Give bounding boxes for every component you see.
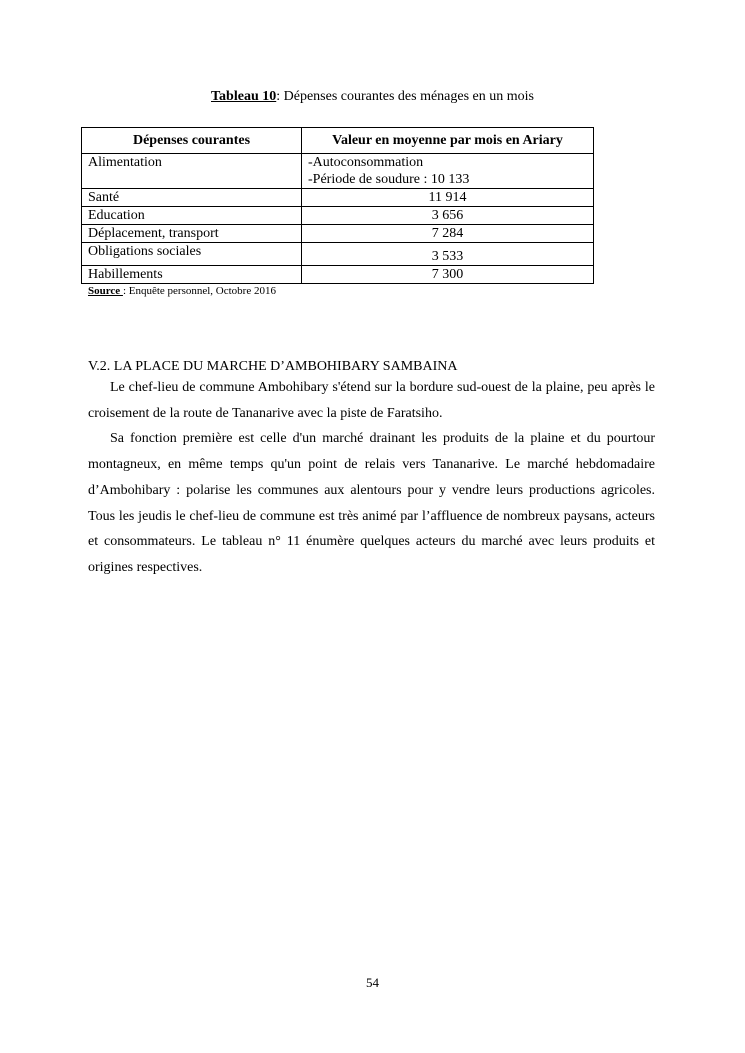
row-value-line: -Période de soudure : 10 133	[308, 172, 470, 187]
table-caption	[0, 89, 745, 105]
table-row	[82, 266, 594, 284]
paragraph: Le chef-lieu de commune Ambohibary s'étend sur la bordure sud-ouest de la plaine, peu après le croisement de la route de Tananarive avec la piste de Faratsiho.	[88, 380, 655, 421]
table-caption-text: : Dépenses courantes des ménages en un mois	[276, 89, 534, 104]
source-text: : Enquête personnel, Octobre 2016	[122, 285, 276, 297]
row-value: 7 300	[302, 266, 594, 284]
section-body	[88, 375, 655, 581]
section-heading: V.2. LA PLACE DU MARCHE D’AMBOHIBARY SAMBAINA	[88, 359, 458, 374]
row-value	[302, 154, 594, 189]
row-category: Education	[82, 207, 302, 225]
row-value: 3 533	[302, 243, 594, 266]
table-caption-label: Tableau 10	[211, 89, 277, 104]
row-category: Déplacement, transport	[82, 225, 302, 243]
row-category: Habillements	[82, 266, 302, 284]
table-row	[82, 243, 594, 266]
row-value: 7 284	[302, 225, 594, 243]
row-category: Alimentation	[82, 154, 302, 189]
row-category: Obligations sociales	[82, 243, 302, 266]
table-row	[82, 154, 594, 189]
row-category: Santé	[82, 189, 302, 207]
table-source	[88, 285, 276, 297]
table-header-row	[82, 128, 594, 154]
table-row	[82, 225, 594, 243]
row-value: 11 914	[302, 189, 594, 207]
paragraph: Sa fonction première est celle d'un marché drainant les produits de la plaine et du pourtour montagneux, en même temps qu'un point de relais vers Tananarive. Le marché hebdomadaire d’Ambohibary : polarise les communes aux alentours pour y vendre leurs productions agricoles. Tous les jeudis le chef-lieu de commune est très animé par l’affluence de nombreux paysans, acteurs et consommateurs. Le tableau n° 11 énumère quelques acteurs du marché avec leurs produits et origines respectives.	[88, 431, 655, 575]
row-value: 3 656	[302, 207, 594, 225]
header-category: Dépenses courantes	[82, 128, 302, 154]
page-number: 54	[366, 975, 379, 990]
row-value-line: -Autoconsommation	[308, 155, 424, 170]
expenses-table	[81, 127, 594, 284]
source-label: Source	[88, 285, 123, 297]
table-row	[82, 207, 594, 225]
table-row	[82, 189, 594, 207]
header-value: Valeur en moyenne par mois en Ariary	[302, 128, 594, 154]
